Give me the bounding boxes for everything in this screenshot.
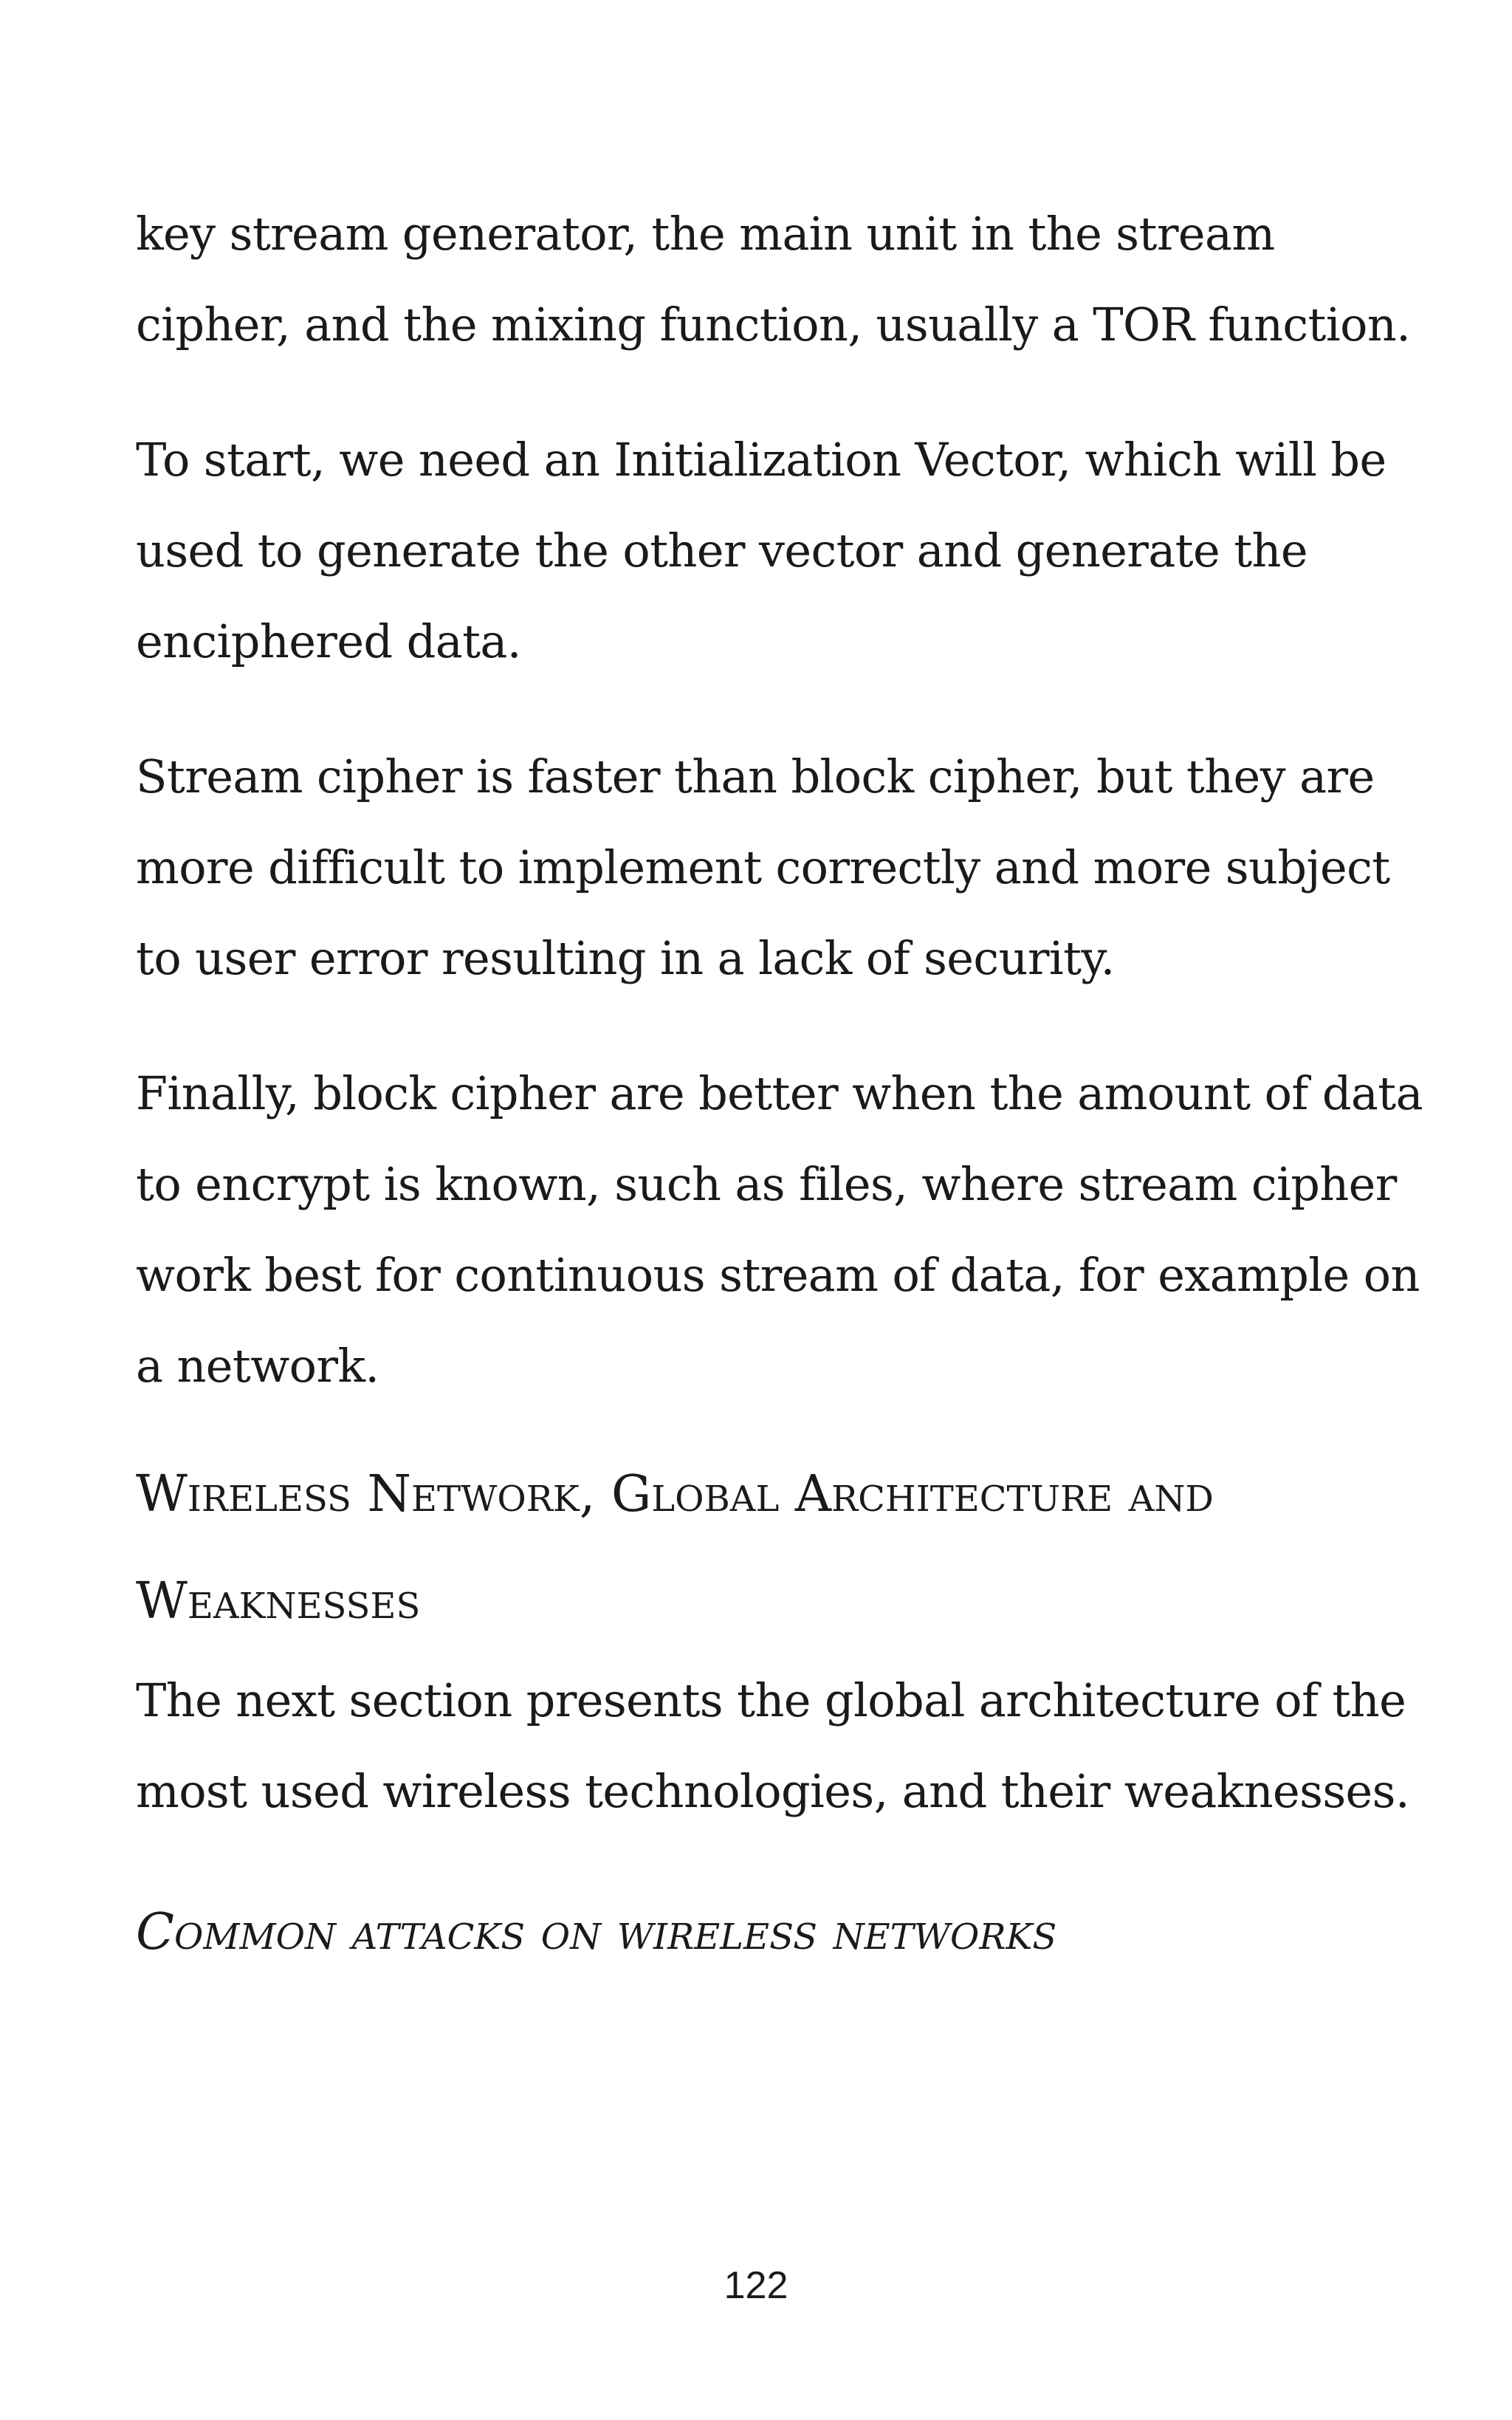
page-number: 122 bbox=[724, 2264, 788, 2307]
text-line: to encrypt is known, such as files, where stream cipher bbox=[136, 1157, 1397, 1211]
text-line: used to generate the other vector and generate the bbox=[136, 524, 1307, 577]
text-line: The next section presents the global architecture of the bbox=[136, 1673, 1406, 1727]
section-heading bbox=[136, 1441, 1391, 1655]
page-content bbox=[136, 188, 1423, 1977]
text-line: to user error resulting in a lack of security. bbox=[136, 931, 1115, 985]
heading-line: Weaknesses bbox=[136, 1572, 421, 1631]
paragraph-section-intro bbox=[136, 1655, 1409, 1837]
text-line: work best for continuous stream of data, for example on bbox=[136, 1248, 1420, 1302]
text-line: enciphered data. bbox=[136, 614, 521, 668]
text-line: most used wireless technologies, and their weaknesses. bbox=[136, 1764, 1409, 1818]
paragraph-initialization-vector bbox=[136, 414, 1391, 687]
text-line: Finally, block cipher are better when the amount of data bbox=[136, 1066, 1423, 1120]
text-line: To start, we need an Initialization Vector, which will be bbox=[136, 433, 1386, 487]
subsection-heading: Common attacks on wireless networks bbox=[136, 1903, 1057, 1961]
paragraph-key-stream bbox=[136, 188, 1411, 370]
text-line: cipher, and the mixing function, usually a TOR function. bbox=[136, 298, 1411, 352]
paragraph-stream-cipher bbox=[136, 731, 1391, 1004]
heading-line: Wireless Network, Global Architecture and bbox=[136, 1465, 1214, 1523]
paragraph-block-cipher bbox=[136, 1048, 1423, 1411]
text-line: more difficult to implement correctly and more subject bbox=[136, 840, 1390, 894]
text-line: a network. bbox=[136, 1339, 379, 1393]
text-line: key stream generator, the main unit in the stream bbox=[136, 207, 1275, 261]
text-line: Stream cipher is faster than block cipher, but they are bbox=[136, 750, 1375, 803]
